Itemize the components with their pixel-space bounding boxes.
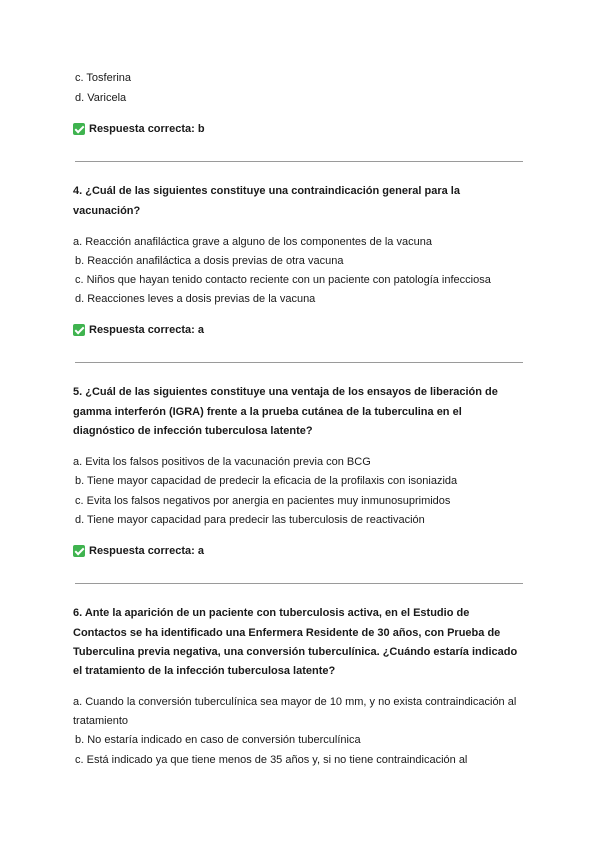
- divider: [75, 362, 523, 363]
- correct-answer-text: Respuesta correcta: b: [89, 123, 205, 135]
- correct-answer-text: Respuesta correcta: a: [89, 545, 204, 557]
- q4-option-b: b. Reacción anafiláctica a dosis previas de otra vacuna: [75, 255, 344, 267]
- q5-option-b: b. Tiene mayor capacidad de predecir la eficacia de la profilaxis con isoniazida: [75, 475, 458, 487]
- q4-option-a: a. Reacción anafiláctica grave a alguno de los componentes de la vacuna: [73, 236, 432, 248]
- q4-option-c: c. Niños que hayan tenido contacto reciente con un paciente con patología infecciosa: [75, 274, 491, 286]
- q4-option-d: d. Reacciones leves a dosis previas de la vacuna: [75, 293, 316, 305]
- q6-option-b: b. No estaría indicado en caso de conversión tuberculínica: [75, 734, 361, 746]
- q6-option-a: a. Cuando la conversión tuberculínica sea mayor de 10 mm, y no exista contraindicación al: [73, 696, 517, 708]
- question-6-line-4: el tratamiento de la infección tuberculosa latente?: [73, 665, 336, 677]
- correct-answer: [73, 122, 205, 136]
- question-6-line-3: Tuberculina previa negativa, una conversión tuberculínica. ¿Cuándo estaría indicado: [73, 646, 518, 658]
- check-mark-icon: [73, 324, 85, 336]
- question-4-line-2: vacunación?: [73, 205, 141, 217]
- q6-option-c: c. Está indicado ya que tiene menos de 35 años y, si no tiene contraindicación al: [75, 754, 468, 766]
- q5-option-c: c. Evita los falsos negativos por anergia en pacientes muy inmunosuprimidos: [75, 495, 451, 507]
- question-5-line-1: 5. ¿Cuál de las siguientes constituye una ventaja de los ensayos de liberación de: [73, 386, 498, 398]
- q5-correct-answer: [73, 544, 204, 558]
- option-c: c. Tosferina: [75, 72, 132, 84]
- divider: [75, 161, 523, 162]
- q5-option-a: a. Evita los falsos positivos de la vacunación previa con BCG: [73, 456, 371, 468]
- question-4-line-1: 4. ¿Cuál de las siguientes constituye una contraindicación general para la: [73, 185, 460, 197]
- question-5-line-3: diagnóstico de infección tuberculosa latente?: [73, 425, 313, 437]
- q6-option-a-continued: tratamiento: [73, 715, 129, 727]
- check-mark-icon: [73, 545, 85, 557]
- question-6-line-1: 6. Ante la aparición de un paciente con tuberculosis activa, en el Estudio de: [73, 607, 470, 619]
- question-6-line-2: Contactos se ha identificado una Enfermera Residente de 30 años, con Prueba de: [73, 627, 501, 639]
- q5-option-d: d. Tiene mayor capacidad para predecir las tuberculosis de reactivación: [75, 514, 425, 526]
- q4-correct-answer: [73, 323, 204, 337]
- divider: [75, 583, 523, 584]
- correct-answer-text: Respuesta correcta: a: [89, 324, 204, 336]
- question-5-line-2: gamma interferón (IGRA) frente a la prueba cutánea de la tuberculina en el: [73, 406, 462, 418]
- option-d: d. Varicela: [75, 92, 127, 104]
- check-mark-icon: [73, 123, 85, 135]
